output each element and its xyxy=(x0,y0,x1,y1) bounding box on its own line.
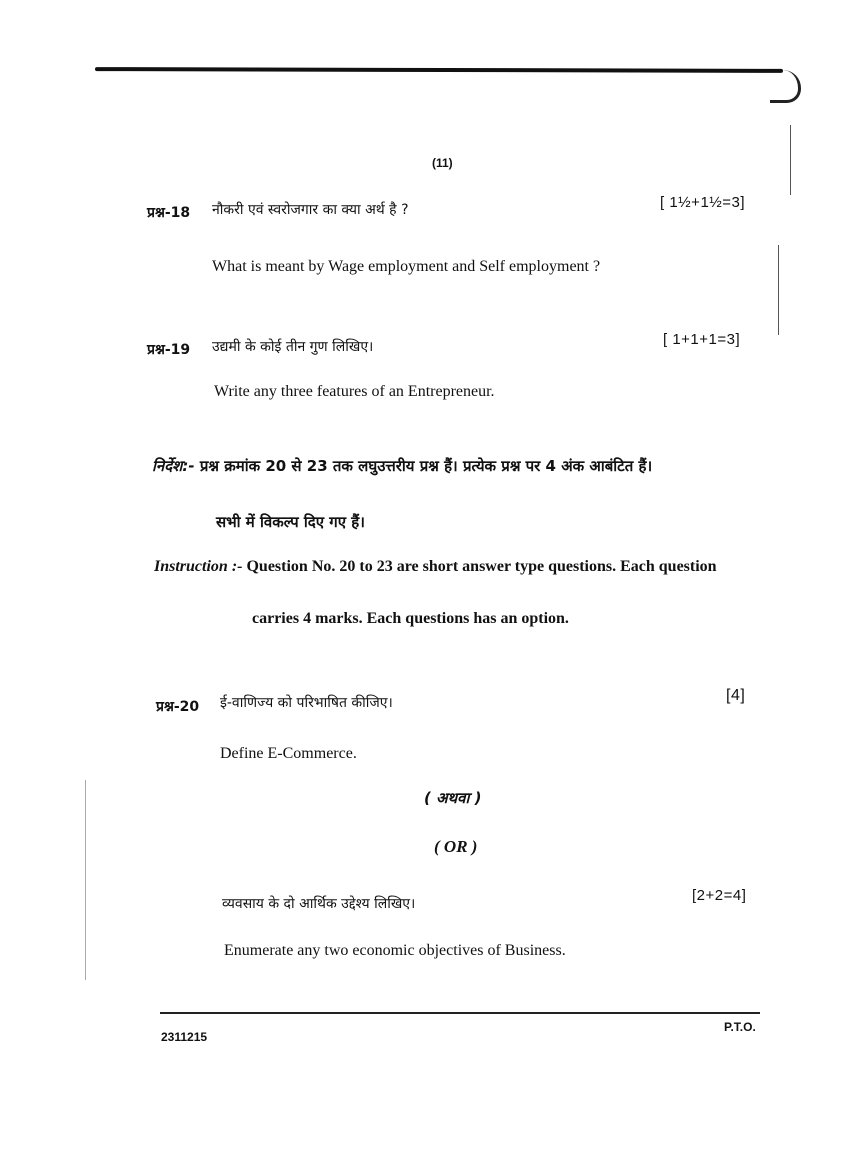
question-20-alt-marks: [2+2=4] xyxy=(692,887,747,904)
instruction-hindi-line2: सभी में विकल्प दिए गए हैं। xyxy=(216,513,365,531)
bottom-border-line xyxy=(160,1012,760,1014)
question-18-english: What is meant by Wage employment and Self employment ? xyxy=(212,258,601,275)
question-18-number: प्रश्न-18 xyxy=(147,205,191,221)
question-19-english: Write any three features of an Entrepreneur. xyxy=(214,383,495,400)
question-18-hindi: नौकरी एवं स्वरोजगार का क्या अर्थ है ? xyxy=(212,202,409,218)
question-19-hindi: उद्यमी के कोई तीन गुण लिखिए। xyxy=(212,339,374,355)
question-20-alt-hindi: व्यवसाय के दो आर्थिक उद्देश्य लिखिए। xyxy=(222,896,416,912)
top-border-line xyxy=(95,67,783,73)
scan-edge-mark xyxy=(778,245,779,335)
question-20-marks: [4] xyxy=(726,687,746,704)
or-hindi: ( अथवा ) xyxy=(424,789,482,807)
scan-edge-mark xyxy=(85,780,86,980)
question-19-marks: [ 1+1+1=3] xyxy=(663,331,741,348)
scan-edge-mark xyxy=(790,125,791,195)
question-20-alt-english: Enumerate any two economic objectives of Business. xyxy=(224,942,566,959)
page-number: (11) xyxy=(432,156,453,170)
page-curl-mark xyxy=(770,70,801,103)
pto-label: P.T.O. xyxy=(724,1020,756,1034)
instruction-hindi-line1: निर्देश:- प्रश्न क्रमांक 20 से 23 तक लघुउत्तरीय प्रश्न हैं। प्रत्येक प्रश्न पर 4 अंक आबंटित हैं। xyxy=(152,457,653,475)
question-18-marks: [ 1½+1½=3] xyxy=(660,194,746,211)
question-20-english: Define E-Commerce. xyxy=(220,745,357,762)
or-english: ( OR ) xyxy=(434,837,478,856)
question-19-number: प्रश्न-19 xyxy=(147,342,191,358)
question-20-number: प्रश्न-20 xyxy=(156,699,200,715)
instruction-english-line1: Instruction :- Question No. 20 to 23 are short answer type questions. Each question xyxy=(154,558,717,575)
instruction-english-line2: carries 4 marks. Each questions has an option. xyxy=(252,610,569,627)
question-20-hindi: ई-वाणिज्य को परिभाषित कीजिए। xyxy=(220,695,393,711)
paper-code: 2311215 xyxy=(161,1030,208,1044)
